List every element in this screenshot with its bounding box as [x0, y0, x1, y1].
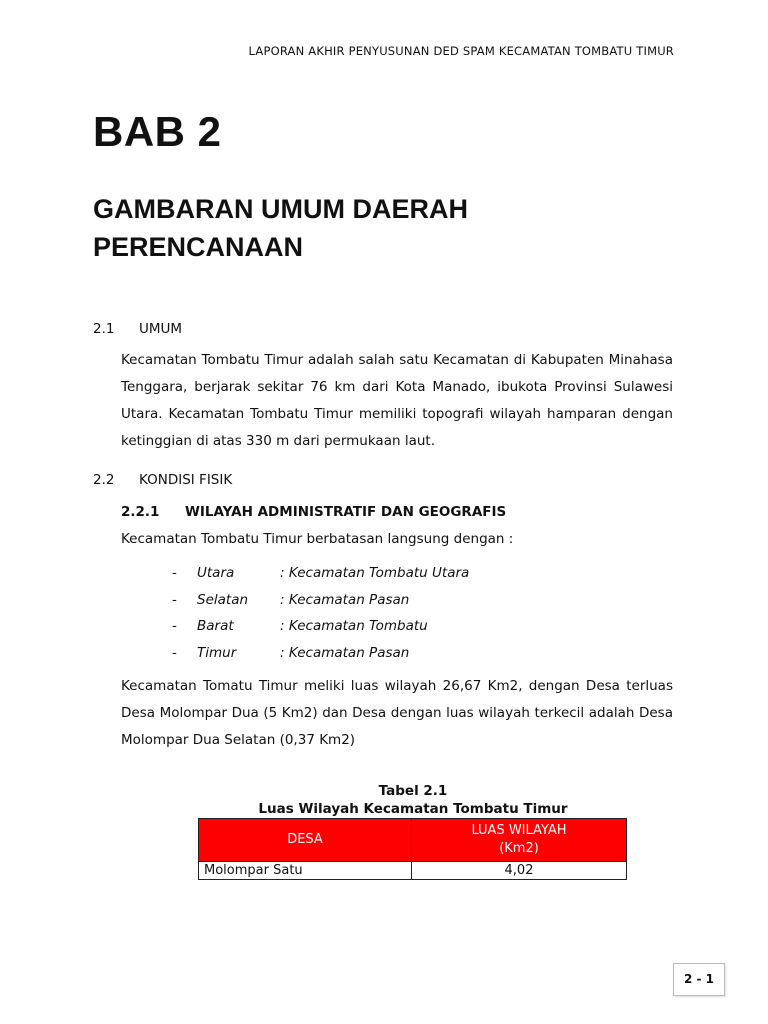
border-direction: Timur: [197, 644, 237, 661]
list-dash: -: [172, 565, 177, 581]
table-caption-title: Luas Wilayah Kecamatan Tombatu Timur: [258, 801, 568, 817]
borders-list: [172, 560, 469, 666]
column-header-desa: DESA: [199, 819, 412, 862]
list-item: [172, 560, 469, 587]
section-heading-kondisi-fisik: [93, 472, 232, 488]
chapter-number: BAB 2: [93, 108, 222, 155]
table-caption-number: Tabel 2.1: [378, 783, 448, 799]
chapter-title: GAMBARAN UMUM DAERAH PERENCANAAN: [93, 194, 468, 262]
border-neighbor: : Kecamatan Pasan: [280, 591, 410, 608]
section-title: KONDISI FISIK: [139, 472, 233, 488]
running-header: LAPORAN AKHIR PENYUSUNAN DED SPAM KECAMATAN TOMBATU TIMUR: [248, 44, 674, 58]
list-dash: -: [172, 591, 177, 608]
border-direction: Barat: [197, 618, 234, 634]
border-neighbor: : Kecamatan Pasan: [280, 644, 410, 661]
paragraph-luas-wilayah: Kecamatan Tomatu Timur meliki luas wilayah 26,67 Km2, dengan Desa terluas Desa Molompar Dua (5 Km2) dan Desa dengan luas wilayah terkecil adalah Desa Molompar Dua Selatan (0,37 Km2): [121, 678, 673, 748]
subsection-title: WILAYAH ADMINISTRATIF DAN GEOGRAFIS: [185, 504, 507, 520]
borders-intro: Kecamatan Tombatu Timur berbatasan langsung dengan :: [121, 531, 514, 547]
table-row: [199, 862, 627, 880]
border-neighbor: : Kecamatan Tombatu Utara: [280, 565, 470, 581]
page-number: 2 - 1: [673, 963, 725, 996]
table-header-row: [199, 819, 627, 862]
list-item: [172, 587, 469, 614]
column-header-luas-line2: (Km2): [499, 841, 539, 856]
cell-desa: Molompar Satu: [199, 862, 412, 880]
section-number: 2.1: [93, 321, 115, 337]
area-table: [198, 818, 627, 880]
subsection-heading-wilayah: [121, 504, 506, 520]
border-direction: Utara: [197, 565, 235, 581]
subsection-number: 2.2.1: [121, 504, 160, 520]
list-dash: -: [172, 644, 177, 661]
section-heading-umum: [93, 321, 182, 337]
border-direction: Selatan: [197, 591, 249, 608]
list-item: [172, 613, 469, 640]
column-header-luas: [412, 819, 627, 862]
list-item: [172, 640, 469, 667]
list-dash: -: [172, 618, 177, 634]
cell-luas: 4,02: [412, 862, 627, 880]
section-title: UMUM: [139, 321, 183, 337]
column-header-luas-line1: LUAS WILAYAH: [471, 823, 567, 838]
paragraph-umum: Kecamatan Tombatu Timur adalah salah satu Kecamatan di Kabupaten Minahasa Tenggara, berjarak sekitar 76 km dari Kota Manado, ibukota Provinsi Sulawesi Utara. Kecamatan Tombatu Timur memiliki topografi wilayah hamparan dengan ketinggian di atas 330 m dari permukaan laut.: [121, 352, 673, 449]
section-number: 2.2: [93, 472, 115, 488]
border-neighbor: : Kecamatan Tombatu: [280, 618, 428, 634]
